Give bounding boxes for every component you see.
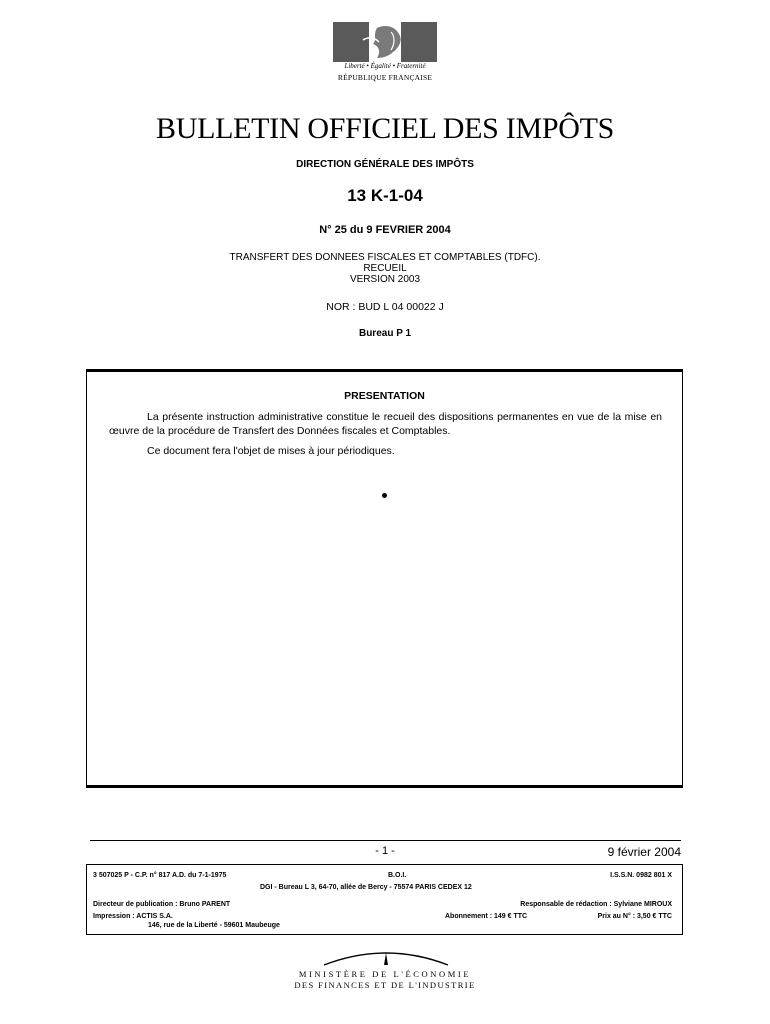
presentation-box xyxy=(86,369,683,788)
presentation-title: PRESENTATION xyxy=(344,390,425,402)
info-price: Prix au N° : 3,50 € TTC xyxy=(597,913,672,920)
info-editor: Responsable de rédaction : Sylviane MIROUX xyxy=(520,901,672,908)
footer-rule xyxy=(90,840,681,841)
logo-motto: Liberté • Égalité • Fraternité xyxy=(344,62,426,70)
document-title: BULLETIN OFFICIEL DES IMPÔTS xyxy=(156,112,614,145)
reference-number: 13 K-1-04 xyxy=(347,186,423,205)
presentation-paragraph: Ce document fera l'objet de mises à jour périodiques. xyxy=(147,445,395,457)
info-subscription: Abonnement : 149 € TTC xyxy=(445,913,528,920)
logo-republic-name: RÉPUBLIQUE FRANÇAISE xyxy=(337,73,433,82)
info-printer: Impression : ACTIS S.A. xyxy=(93,913,173,920)
direction-line: DIRECTION GÉNÉRALE DES IMPÔTS xyxy=(296,159,474,170)
subject-line: VERSION 2003 xyxy=(349,274,421,285)
bullet-dot-icon xyxy=(382,493,387,498)
nor-line: NOR : BUD L 04 00022 J xyxy=(326,301,444,313)
info-director: Directeur de publication : Bruno PARENT xyxy=(93,901,231,908)
ministry-name-line1: MINISTÈRE DE L'ÉCONOMIE xyxy=(298,969,472,979)
bureau-line: Bureau P 1 xyxy=(358,328,412,339)
presentation-paragraph: La présente instruction administrative constitue le recueil des dispositions permanentes en vue de la mise en œuvre de la procédure de Transfert des Données fiscales et Comptables. xyxy=(109,411,662,437)
info-printer-address: 146, rue de la Liberté - 59601 Maubeuge xyxy=(148,922,280,929)
marianne-logo-icon xyxy=(333,22,437,62)
info-issn: I.S.S.N. 0982 801 X xyxy=(610,872,672,879)
info-reference: 3 507025 P - C.P. n° 817 A.D. du 7-1-1975 xyxy=(93,872,227,879)
subject-line: RECUEIL xyxy=(363,263,407,274)
footer-date: 9 février 2004 xyxy=(607,845,681,859)
info-address: DGI - Bureau L 3, 64-70, allée de Bercy - 75574 PARIS CEDEX 12 xyxy=(260,884,472,891)
republique-francaise-logo xyxy=(331,22,439,86)
ministry-name-line2: DES FINANCES ET DE L'INDUSTRIE xyxy=(294,980,476,990)
subject-line: TRANSFERT DES DONNEES FISCALES ET COMPTABLES (TDFC). xyxy=(229,252,541,263)
publication-info-box xyxy=(86,864,683,935)
page-number: - 1 - xyxy=(375,845,395,857)
issue-line: N° 25 du 9 FEVRIER 2004 xyxy=(319,224,451,236)
ministry-arc-icon xyxy=(322,947,450,971)
info-boi: B.O.I. xyxy=(388,872,407,879)
